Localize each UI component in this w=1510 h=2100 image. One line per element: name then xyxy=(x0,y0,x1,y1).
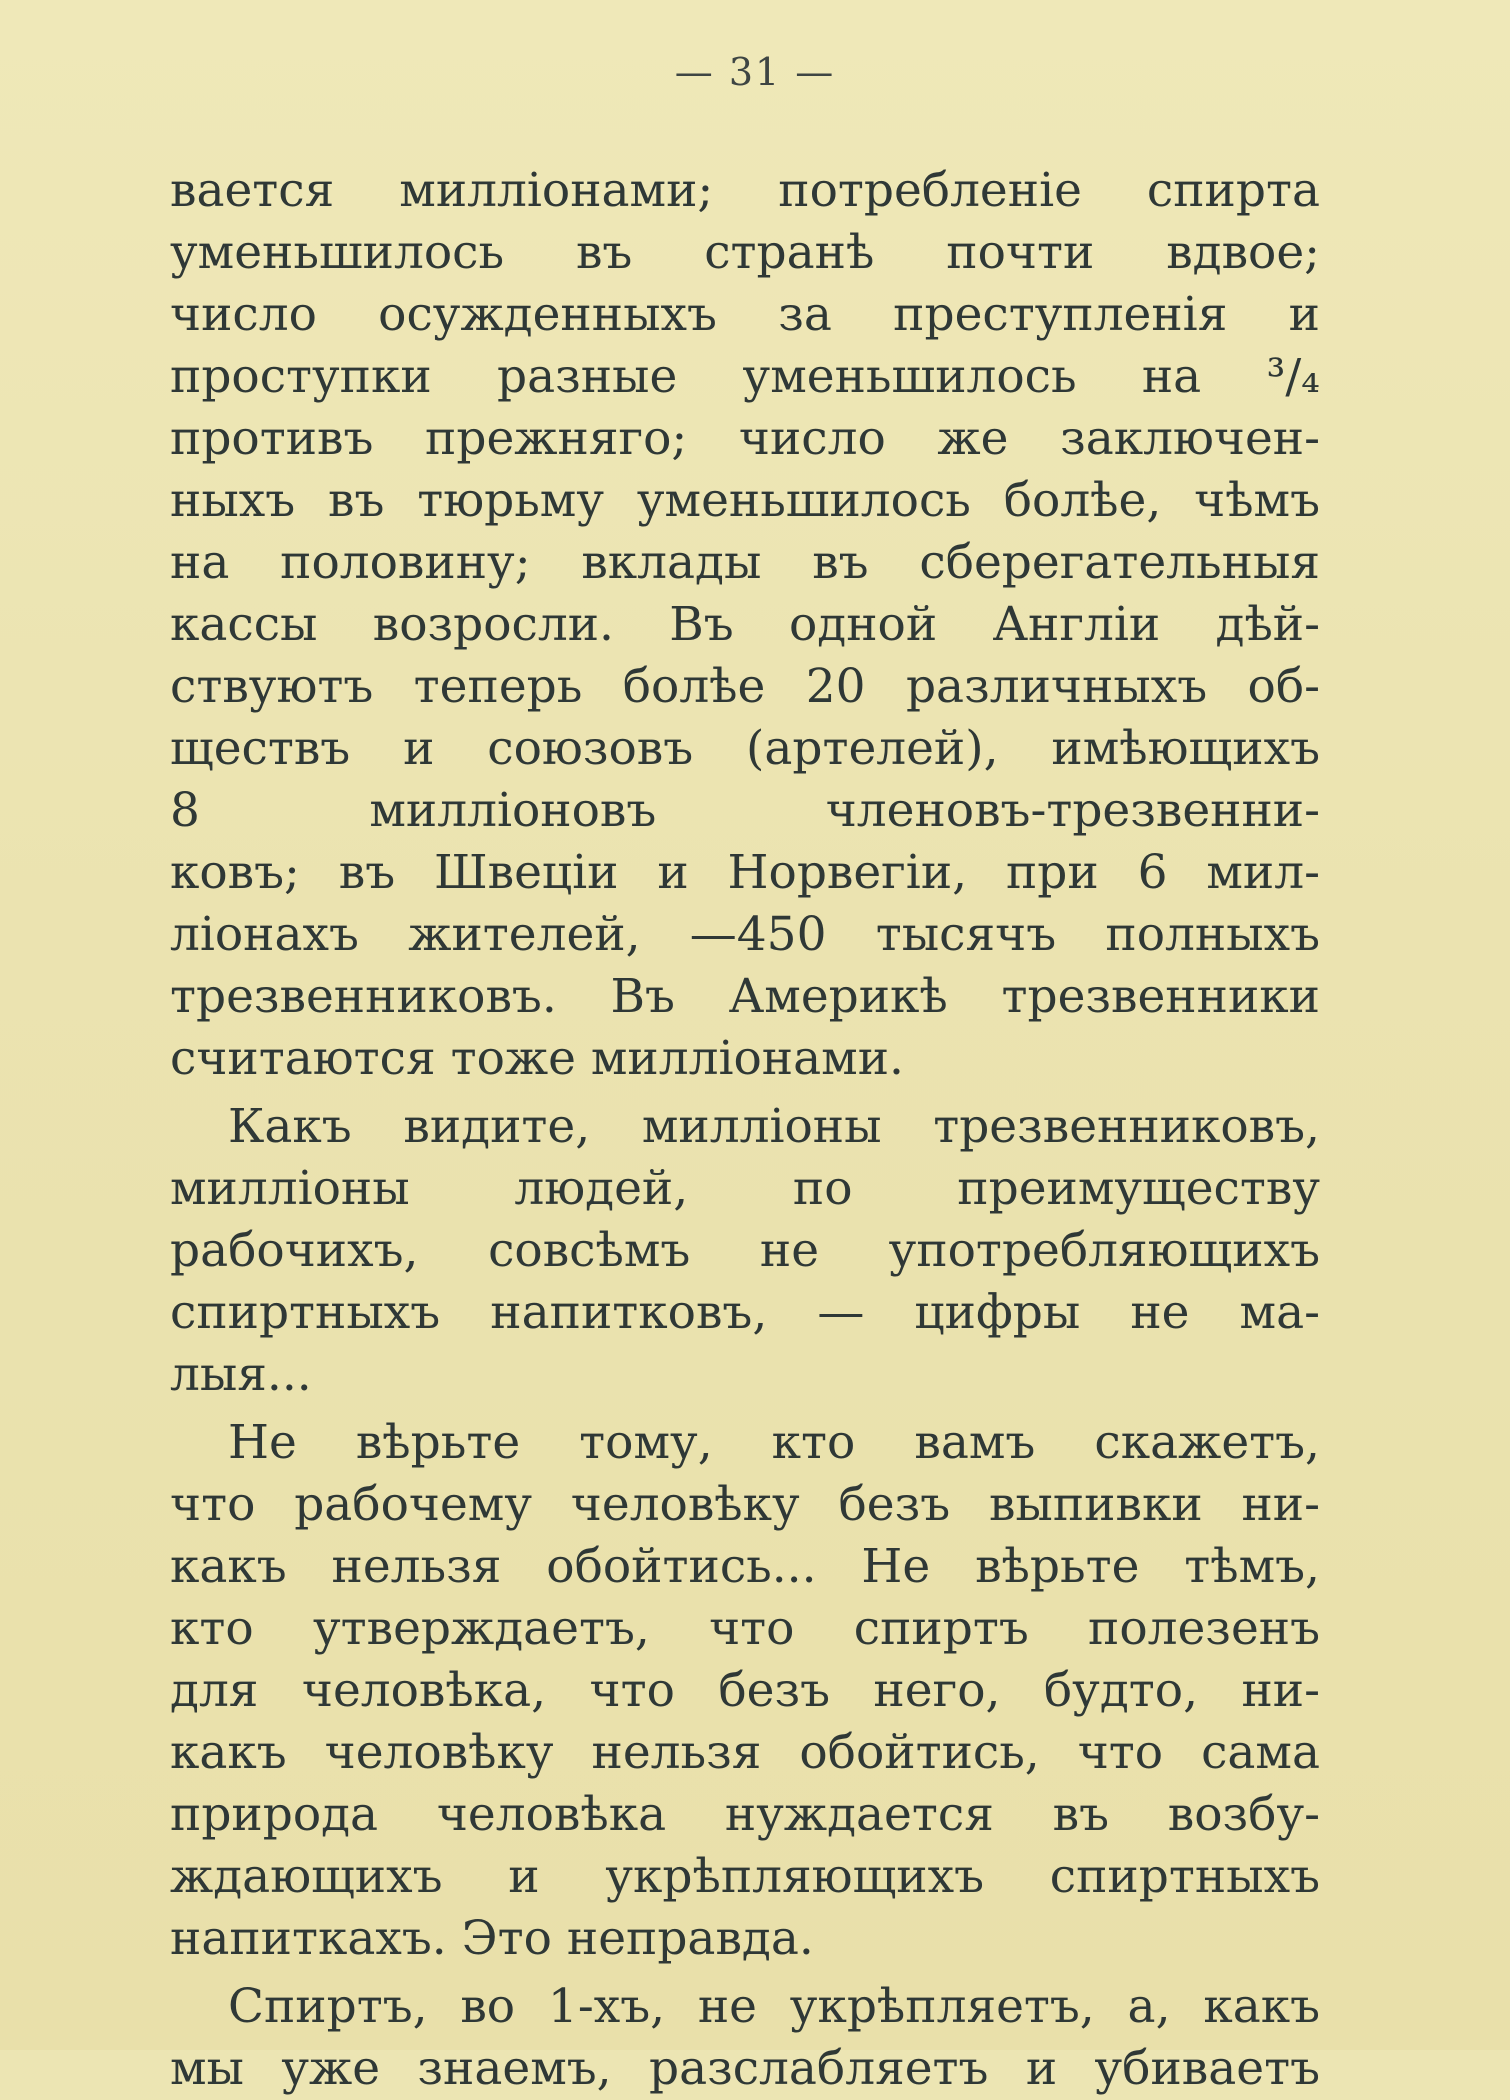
text-line: противъ прежняго; число же заключен- xyxy=(170,411,1320,466)
text-line: что рабочему человѣку безъ выпивки ни- xyxy=(170,1477,1320,1532)
text-line: 8 милліоновъ членовъ-трезвенни- xyxy=(170,783,1320,838)
text-line: природа человѣка нуждается въ возбу- xyxy=(170,1787,1320,1842)
text-line: ствуютъ теперь болѣе 20 различныхъ об- xyxy=(170,659,1320,714)
text-line: число осужденныхъ за преступленія и xyxy=(170,287,1320,342)
text-line: на половину; вклады въ сберегательныя xyxy=(170,535,1320,590)
body-text xyxy=(170,160,1320,2100)
text-line: рабочихъ, совсѣмъ не употребляющихъ xyxy=(170,1223,1320,1278)
page-number: — 31 — xyxy=(674,50,836,94)
text-line: уменьшилось въ странѣ почти вдвое; xyxy=(170,225,1320,280)
text-line: считаются тоже милліонами. xyxy=(170,1031,904,1086)
paragraph-1 xyxy=(170,160,1320,1090)
paragraph-2 xyxy=(170,1096,1320,1406)
text-line: проступки разные уменьшилось на ³/₄ xyxy=(170,349,1320,404)
paragraph-3 xyxy=(170,1412,1320,1970)
text-line: мы уже знаемъ, разслабляетъ и убиваетъ xyxy=(170,2041,1320,2096)
text-line: ждающихъ и укрѣпляющихъ спиртныхъ xyxy=(170,1849,1320,1904)
text-line: ныхъ въ тюрьму уменьшилось болѣе, чѣмъ xyxy=(170,473,1320,528)
text-line: вается милліонами; потребленіе спирта xyxy=(170,163,1320,218)
text-line: Какъ видите, милліоны трезвенниковъ, xyxy=(228,1099,1320,1154)
text-line: напиткахъ. Это неправда. xyxy=(170,1911,814,1966)
text-line: какъ нельзя обойтись... Не вѣрьте тѣмъ, xyxy=(170,1539,1320,1594)
text-line: ліонахъ жителей, —450 тысячъ полныхъ xyxy=(170,907,1320,962)
text-line: кто утверждаетъ, что спиртъ полезенъ xyxy=(170,1601,1320,1656)
paragraph-4 xyxy=(170,1976,1320,2100)
text-line: для человѣка, что безъ него, будто, ни- xyxy=(170,1663,1320,1718)
text-line: ковъ; въ Швеціи и Норвегіи, при 6 мил- xyxy=(170,845,1320,900)
text-line: Спиртъ, во 1-хъ, не укрѣпляетъ, а, какъ xyxy=(228,1979,1320,2034)
text-line: трезвенниковъ. Въ Америкѣ трезвенники xyxy=(170,969,1320,1024)
text-line: лыя... xyxy=(170,1347,312,1402)
text-line: Не вѣрьте тому, кто вамъ скажетъ, xyxy=(228,1415,1320,1470)
text-line: ществъ и союзовъ (артелей), имѣющихъ xyxy=(170,721,1320,776)
text-line: кассы возросли. Въ одной Англіи дѣй- xyxy=(170,597,1320,652)
text-line: какъ человѣку нельзя обойтись, что сама xyxy=(170,1725,1320,1780)
text-line: спиртныхъ напитковъ, — цифры не ма- xyxy=(170,1285,1320,1340)
text-line: милліоны людей, по преимуществу xyxy=(170,1161,1320,1216)
